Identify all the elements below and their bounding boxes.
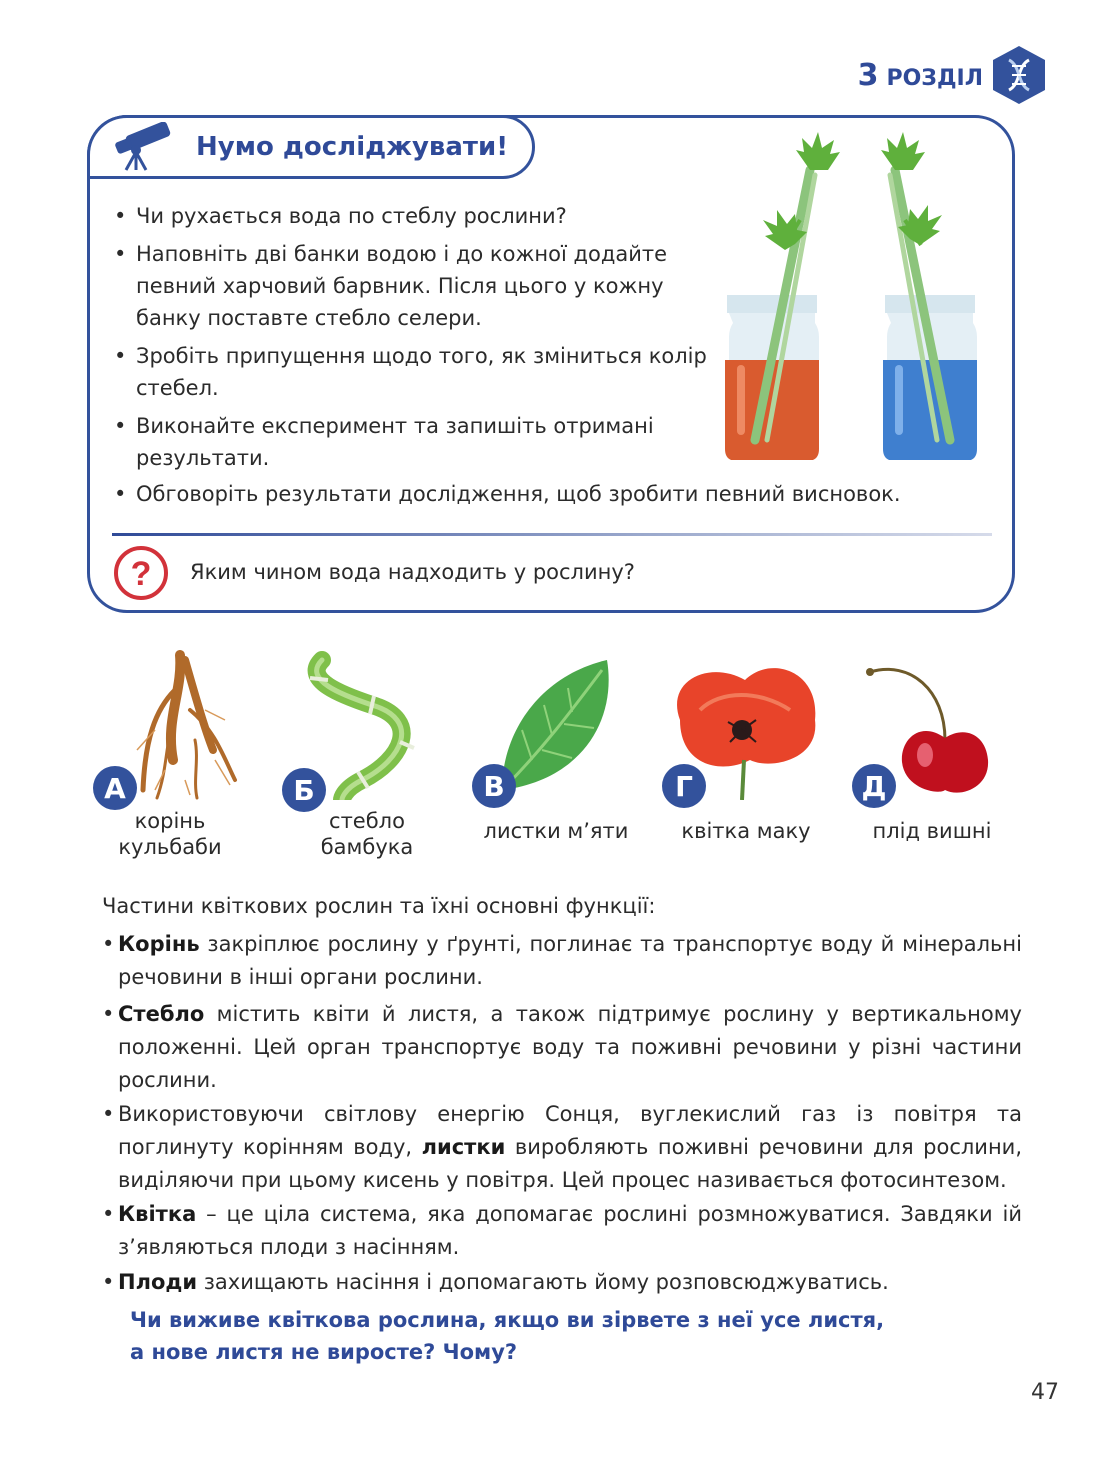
plant-part-fruit: [850, 650, 1030, 870]
task-item: • Виконайте експеримент та запишіть отримані результати.: [112, 410, 712, 474]
fact-desc: Використовуючи світлову енергію Сонця, вуглекислий газ із повітря та поглинуту корінням воду,: [118, 1102, 1022, 1159]
chapter-label: [858, 44, 1047, 106]
dna-icon: [991, 44, 1047, 106]
caption-line: кульбаби: [118, 835, 222, 859]
task-item: • Наповніть дві банки водою і до кожної додайте певний харчовий барвник. Після цього у кожну банку поставте стебло селери.: [112, 238, 712, 334]
plant-part-leaf: [472, 650, 652, 870]
fact-stem: • Стебло містить квіти й листя, а також підтримує рослину у вертикальному положенні. Цей орган транспортує воду та поживні речовини у різні частини рослини.: [102, 1002, 1022, 1092]
explore-title: Нумо досліджувати!: [196, 132, 509, 162]
caption: [292, 808, 442, 860]
fact-term: Квітка: [118, 1202, 197, 1226]
badge-letter: Б: [282, 768, 326, 812]
fact-desc: виробляють поживні речовини для рослини, виділяючи при цьому кисень у повітря. Цей процес називається фотосинтезом.: [118, 1135, 1022, 1192]
fact-flower: • Квітка – це ціла система, яка допомагає рослині розмножуватися. Завдяки ій з’являються плоди з насінням.: [102, 1202, 1022, 1259]
caption: [95, 808, 245, 860]
question-text: Яким чином вода надходить у рослину?: [190, 560, 635, 584]
fact-desc: містить квіти й листя, а також підтримує рослину у вертикальному положенні. Цей орган транспортує воду та поживні речовини у різні частини рослини.: [118, 1002, 1022, 1092]
badge-letter: В: [472, 764, 516, 808]
intro-text: Частини квіткових рослин та їхні основні функції:: [102, 894, 656, 918]
explore-header: [87, 115, 535, 179]
badge-letter: Д: [852, 764, 896, 808]
caption-line: листки м’яти: [483, 819, 629, 843]
final-question: [130, 1304, 930, 1368]
page-number: 47: [1031, 1380, 1059, 1405]
badge-letter: А: [93, 766, 137, 810]
caption-line: бамбука: [320, 835, 414, 859]
task-item: • Чи рухається вода по стеблу рослини?: [112, 200, 712, 232]
chapter-number: 3: [857, 57, 879, 93]
fact-term: Плоди: [118, 1270, 198, 1294]
question-icon: [112, 544, 170, 602]
task-item: • Зробіть припущення щодо того, як зміниться колір стебел.: [112, 340, 712, 404]
fact-root: • Корінь закріплює рослину у ґрунті, поглинає та транспортує воду й мінеральні речовини в інші органи рослини.: [102, 932, 1022, 989]
badge-letter: Г: [662, 764, 706, 808]
fact-term: листки: [421, 1135, 506, 1159]
fact-term: Стебло: [118, 1002, 205, 1026]
svg-text:?: ?: [130, 555, 152, 593]
chapter-word: РОЗДІЛ: [886, 65, 983, 91]
fact-desc: захищають насіння і допомагають йому розповсюджуватись.: [197, 1270, 889, 1294]
caption-line: стебло: [329, 809, 405, 833]
caption-line: корінь: [134, 809, 206, 833]
fact-leaves: • Використовуючи світлову енергію Сонця, вуглекислий газ із повітря та поглинуту корінням воду, листки виробляють поживні речовини для рослини, виділяючи при цьому кисень у повітря. Цей процес називається фотосинтезом.: [102, 1102, 1022, 1192]
telescope-icon: [104, 122, 176, 172]
fact-fruits: • Плоди захищають насіння і допомагають йому розповсюджуватись.: [102, 1270, 889, 1294]
final-question-line: а нове листя не виросте? Чому?: [130, 1340, 518, 1364]
plant-part-root: [95, 650, 275, 870]
task-list: [112, 200, 712, 480]
celery-jars-illustration: [715, 130, 1005, 460]
task-item-last: • Обговоріть результати дослідження, щоб зробити певний висновок.: [112, 478, 992, 510]
fact-desc: – це ціла система, яка допомагає рослині розмножуватися. Завдяки ій з’являються плоди з насінням.: [118, 1202, 1022, 1259]
fact-term: Корінь: [118, 932, 200, 956]
fact-desc: закріплює рослину у ґрунті, поглинає та транспортує воду й мінеральні речовини в інші органи рослини.: [118, 932, 1022, 989]
plant-part-flower: [660, 650, 840, 870]
caption-line: квітка маку: [681, 819, 811, 843]
divider: [112, 533, 992, 536]
plant-part-stem: [282, 650, 462, 870]
final-question-line: Чи виживе квіткова рослина, якщо ви зірвете з неї усе листя,: [130, 1308, 885, 1332]
caption-line: плід вишні: [872, 819, 992, 843]
